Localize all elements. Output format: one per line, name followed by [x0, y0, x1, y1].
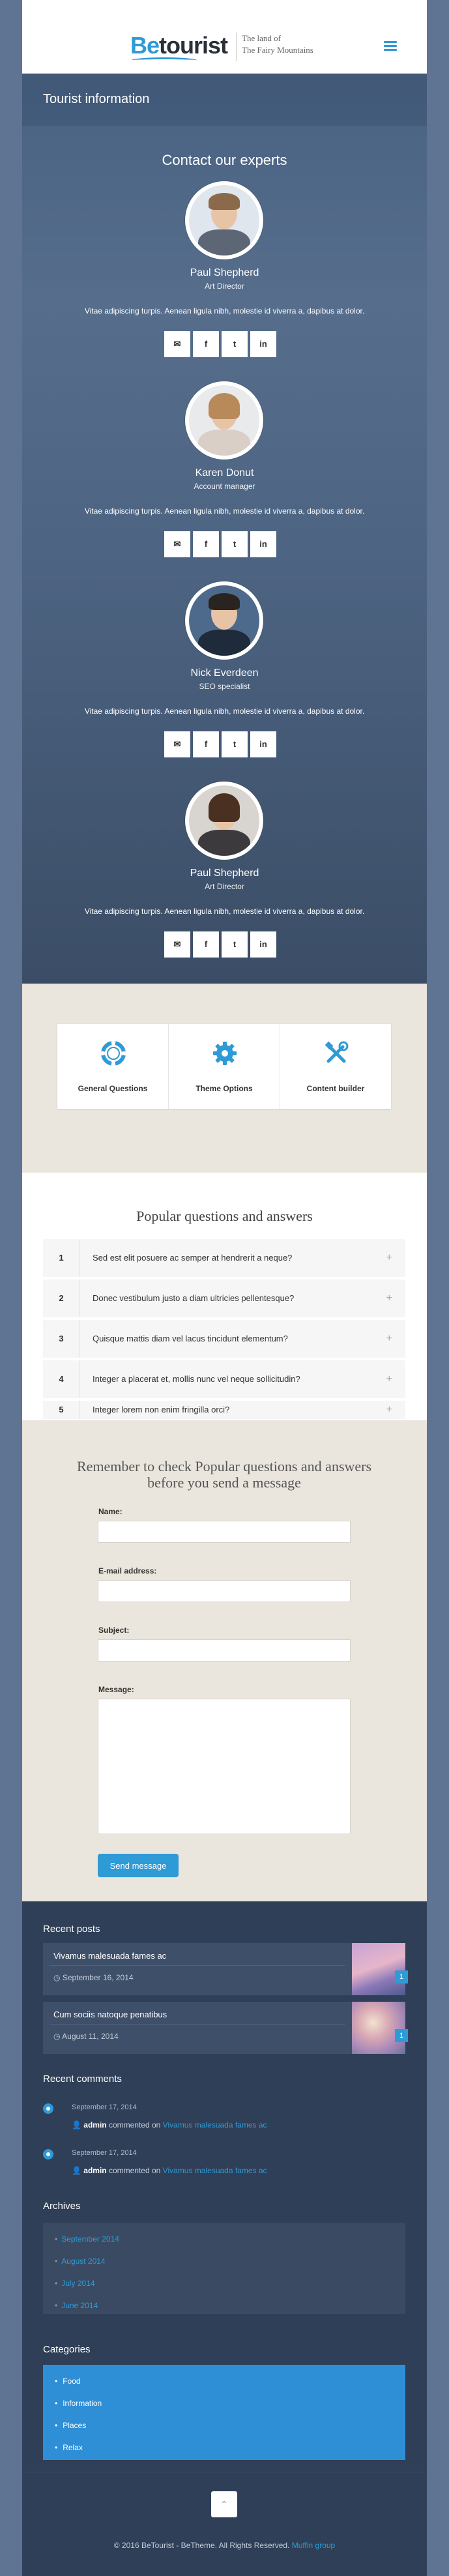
plus-icon: + — [386, 1404, 392, 1415]
expert-description: Vitae adipiscing turpis. Aenean ligula nibh, molestie id viverra a, dapibus at dolor. — [84, 907, 365, 916]
faq-number: 4 — [43, 1360, 80, 1398]
facebook-icon[interactable]: f — [193, 931, 219, 958]
faq-number: 5 — [43, 1401, 80, 1419]
recent-comments-title: Recent comments — [43, 2073, 122, 2085]
faq-item[interactable] — [43, 1280, 405, 1317]
avatar — [185, 782, 263, 860]
linkedin-icon[interactable]: in — [250, 731, 276, 757]
plus-icon: + — [386, 1373, 392, 1384]
expert-description: Vitae adipiscing turpis. Aenean ligula nibh, molestie id viverra a, dapibus at dolor. — [84, 707, 365, 716]
social-links — [164, 331, 284, 357]
comment-post-link[interactable]: Vivamus malesuada fames ac — [162, 2166, 267, 2175]
mail-icon[interactable]: ✉ — [164, 931, 190, 958]
lifebuoy-icon — [100, 1040, 126, 1066]
feature-label: General Questions — [78, 1084, 148, 1093]
divider — [50, 2024, 345, 2025]
expert-card — [22, 381, 427, 577]
expert-role: Account manager — [194, 482, 255, 491]
category-link[interactable]: • Relax — [55, 2443, 83, 2452]
faq-question: Sed est elit posuere ac semper at hendrerit a neque? — [93, 1253, 293, 1263]
linkedin-icon[interactable]: in — [250, 531, 276, 557]
feature-label: Theme Options — [196, 1084, 253, 1093]
twitter-icon[interactable]: t — [222, 531, 248, 557]
comment-date: September 17, 2014 — [72, 2149, 137, 2157]
gear-icon — [212, 1040, 238, 1066]
mail-icon[interactable]: ✉ — [164, 531, 190, 557]
post-thumbnail[interactable] — [352, 2002, 405, 2054]
avatar — [185, 581, 263, 660]
expert-role: SEO specialist — [199, 682, 250, 691]
send-message-button[interactable]: Send message — [98, 1854, 179, 1877]
hero-section — [22, 74, 427, 984]
comment-author: admin — [83, 2120, 107, 2130]
twitter-icon[interactable]: t — [222, 931, 248, 958]
social-links — [164, 931, 284, 958]
avatar — [185, 181, 263, 259]
post-date-text: September 16, 2014 — [62, 1973, 134, 1982]
recent-comment-item — [43, 2103, 405, 2143]
comment-post-link[interactable]: Vivamus malesuada fames ac — [162, 2120, 267, 2130]
mail-icon[interactable]: ✉ — [164, 331, 190, 357]
faq-number: 2 — [43, 1280, 80, 1317]
tools-icon — [323, 1040, 349, 1066]
form-title: Remember to check Popular questions and answers before you send a message — [76, 1458, 372, 1491]
clock-icon: ◷ — [53, 2032, 63, 2041]
expert-name: Karen Donut — [195, 467, 254, 478]
name-label: Name: — [98, 1507, 123, 1516]
copyright-text: © 2016 BeTourist - BeTheme. All Rights Reserved. — [113, 2541, 290, 2550]
faq-number: 1 — [43, 1239, 80, 1277]
feature-theme-options[interactable] — [169, 1024, 280, 1109]
features-box — [57, 1024, 391, 1109]
comment-icon — [43, 2103, 53, 2114]
post-date — [53, 2032, 119, 2041]
comment-text — [72, 2120, 267, 2130]
tagline — [242, 33, 346, 56]
divider — [50, 1965, 345, 1966]
faq-title: Popular questions and answers — [136, 1208, 313, 1224]
post-date-text: August 11, 2014 — [62, 2032, 119, 2041]
comment-count-badge: 1 — [395, 2029, 408, 2042]
linkedin-icon[interactable]: in — [250, 331, 276, 357]
site-logo[interactable] — [130, 33, 227, 59]
comment-text — [72, 2166, 267, 2175]
category-link[interactable]: • Places — [55, 2421, 86, 2430]
avatar — [185, 381, 263, 460]
subject-field[interactable] — [98, 1639, 351, 1661]
feature-general-questions[interactable] — [57, 1024, 168, 1109]
faq-item[interactable] — [43, 1360, 405, 1398]
social-links — [164, 531, 284, 557]
expert-description: Vitae adipiscing turpis. Aenean ligula nibh, molestie id viverra a, dapibus at dolor. — [84, 506, 365, 516]
name-field[interactable] — [98, 1521, 351, 1543]
faq-number: 3 — [43, 1320, 80, 1358]
category-link[interactable]: • Food — [55, 2377, 81, 2386]
linkedin-icon[interactable]: in — [250, 931, 276, 958]
faq-question: Integer lorem non enim fringilla orci? — [93, 1405, 230, 1414]
contact-title: Contact our experts — [162, 152, 287, 168]
clock-icon: ◷ — [53, 1973, 63, 1982]
email-label: E-mail address: — [98, 1566, 157, 1575]
archive-link[interactable]: • July 2014 — [55, 2279, 95, 2288]
comment-author: admin — [83, 2166, 107, 2175]
feature-label: Content builder — [306, 1084, 365, 1093]
expert-card — [22, 181, 427, 377]
archive-link[interactable]: • August 2014 — [55, 2257, 106, 2266]
logo-be: Be — [130, 32, 160, 59]
site-header — [22, 0, 427, 74]
features-section — [22, 984, 427, 1173]
faq-question: Quisque mattis diam vel lacus tincidunt elementum? — [93, 1334, 288, 1343]
post-date — [53, 1973, 134, 1982]
social-links — [164, 731, 284, 757]
archives-title: Archives — [43, 2201, 81, 2212]
faq-section — [22, 1173, 427, 1420]
faq-item[interactable] — [43, 1239, 405, 1277]
comment-icon — [43, 2149, 53, 2159]
comment-count-badge: 1 — [395, 1970, 408, 1983]
facebook-icon[interactable]: f — [193, 531, 219, 557]
archive-link[interactable]: • September 2014 — [55, 2234, 119, 2244]
expert-card — [22, 581, 427, 777]
hamburger-menu-icon[interactable] — [384, 41, 397, 51]
recent-posts-title: Recent posts — [43, 1924, 100, 1935]
subject-label: Subject: — [98, 1626, 130, 1635]
faq-question: Donec vestibulum justo a diam ultricies pellentesque? — [93, 1293, 295, 1303]
feature-content-builder[interactable] — [280, 1024, 391, 1109]
categories-list — [43, 2365, 405, 2460]
page-title: Tourist information — [43, 92, 150, 106]
page — [22, 0, 427, 2576]
logo-divider — [236, 33, 237, 61]
comment-date: September 17, 2014 — [72, 2103, 137, 2111]
recent-post-item[interactable] — [43, 2002, 405, 2054]
message-label: Message: — [98, 1685, 134, 1694]
logo-tourist: tourist — [159, 32, 228, 59]
recent-comment-item — [43, 2149, 405, 2188]
comment-connector: commented on — [106, 2120, 163, 2130]
expert-name: Paul Shepherd — [190, 868, 259, 879]
facebook-icon[interactable]: f — [193, 731, 219, 757]
faq-item[interactable] — [43, 1401, 405, 1419]
post-title: Cum sociis natoque penatibus — [53, 2010, 167, 2019]
twitter-icon[interactable]: t — [222, 731, 248, 757]
category-link[interactable]: • Information — [55, 2399, 102, 2408]
email-field[interactable] — [98, 1580, 351, 1602]
plus-icon: + — [386, 1252, 392, 1263]
expert-description: Vitae adipiscing turpis. Aenean ligula nibh, molestie id viverra a, dapibus at dolor. — [84, 306, 365, 315]
chevron-up-icon: ⌃ — [220, 2499, 228, 2510]
muffin-group-link[interactable]: Muffin group — [291, 2541, 336, 2550]
archives-list — [43, 2223, 405, 2314]
user-icon: 👤 — [72, 2166, 84, 2175]
message-field[interactable] — [98, 1699, 351, 1834]
plus-icon: + — [386, 1333, 392, 1344]
post-title: Vivamus malesuada fames ac — [53, 1951, 167, 1961]
categories-title: Categories — [43, 2344, 91, 2355]
post-thumbnail[interactable] — [352, 1943, 405, 1995]
archive-link[interactable]: • June 2014 — [55, 2301, 98, 2310]
expert-name: Paul Shepherd — [190, 267, 259, 278]
logo-swoosh — [132, 57, 197, 63]
tagline-line1: The land of — [242, 33, 281, 43]
expert-role: Art Director — [205, 882, 244, 891]
back-to-top-button[interactable] — [211, 2491, 237, 2517]
facebook-icon[interactable]: f — [193, 331, 219, 357]
mail-icon[interactable]: ✉ — [164, 731, 190, 757]
copyright — [22, 2541, 427, 2550]
plus-icon: + — [386, 1293, 392, 1304]
expert-card — [22, 782, 427, 977]
faq-item[interactable] — [43, 1320, 405, 1358]
twitter-icon[interactable]: t — [222, 331, 248, 357]
expert-name: Nick Everdeen — [190, 667, 259, 679]
recent-post-item[interactable] — [43, 1943, 405, 1995]
tagline-line2: The Fairy Mountains — [242, 45, 313, 55]
faq-question: Integer a placerat et, mollis nunc vel neque sollicitudin? — [93, 1374, 300, 1384]
contact-form-section — [22, 1420, 427, 1901]
comment-connector: commented on — [106, 2166, 163, 2175]
expert-role: Art Director — [205, 282, 244, 291]
user-icon: 👤 — [72, 2120, 84, 2130]
